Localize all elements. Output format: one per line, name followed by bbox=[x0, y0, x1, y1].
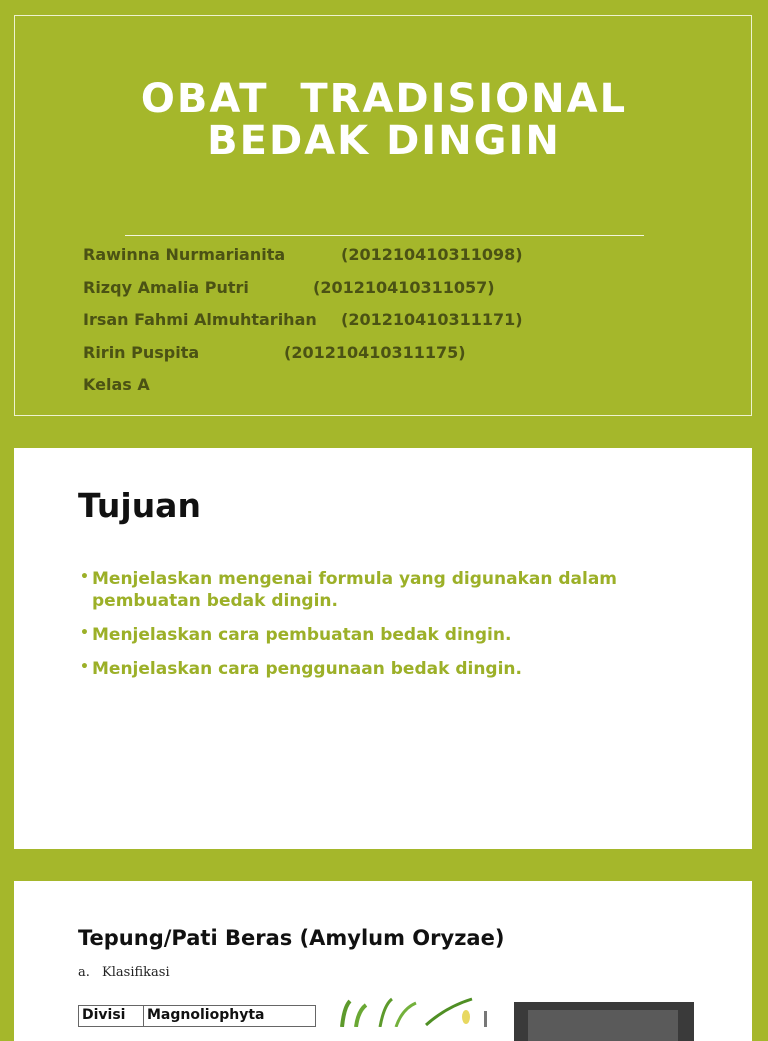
bullet-icon: • bbox=[80, 569, 89, 585]
subheading-marker: a. bbox=[78, 965, 90, 980]
classification-subheading bbox=[78, 965, 170, 980]
objective-item bbox=[80, 658, 720, 680]
objective-item bbox=[80, 624, 720, 646]
photo-detail bbox=[528, 1010, 678, 1041]
objective-item bbox=[80, 568, 720, 612]
rice-starch-photo bbox=[514, 1002, 694, 1041]
table-cell-value: Magnoliophyta bbox=[144, 1006, 316, 1027]
rice-plant-illustration bbox=[336, 997, 496, 1027]
objectives-heading: Tujuan bbox=[78, 486, 201, 525]
objective-text: Menjelaskan cara penggunaan bedak dingin. bbox=[92, 659, 522, 679]
title-line-2: BEDAK DINGIN bbox=[207, 118, 561, 164]
author-list bbox=[83, 244, 523, 407]
author-row bbox=[83, 309, 523, 342]
title-slide bbox=[14, 15, 752, 416]
title-line-1: OBAT TRADISIONAL bbox=[140, 76, 628, 122]
objective-text: Menjelaskan cara pembuatan bedak dingin. bbox=[92, 625, 512, 645]
author-id: (201210410311098) bbox=[341, 245, 523, 264]
author-name: Rawinna Nurmarianita bbox=[83, 245, 286, 264]
author-name: Ririn Puspita bbox=[83, 342, 200, 362]
class-label: Kelas A bbox=[83, 375, 150, 394]
objectives-slide bbox=[14, 448, 752, 849]
author-row bbox=[83, 244, 523, 277]
slide-title bbox=[15, 78, 753, 162]
author-id: (201210410311171) bbox=[341, 310, 523, 329]
table-row bbox=[79, 1006, 316, 1027]
rice-starch-slide bbox=[14, 881, 752, 1041]
objectives-list bbox=[80, 568, 720, 692]
table-cell-label: Divisi bbox=[79, 1006, 144, 1027]
bullet-icon: • bbox=[80, 625, 89, 641]
title-divider bbox=[125, 235, 644, 236]
author-id: (201210410311175) bbox=[284, 342, 466, 362]
author-id: (201210410311057) bbox=[313, 277, 495, 297]
rice-starch-heading: Tepung/Pati Beras (Amylum Oryzae) bbox=[78, 926, 505, 950]
bullet-icon: • bbox=[80, 659, 89, 675]
author-row bbox=[83, 277, 495, 310]
author-row bbox=[83, 342, 466, 375]
objective-text: Menjelaskan mengenai formula yang digunakan dalam pembuatan bedak dingin. bbox=[92, 569, 618, 611]
author-name: Irsan Fahmi Almuhtarihan bbox=[83, 310, 317, 329]
author-name: Rizqy Amalia Putri bbox=[83, 277, 249, 297]
subheading-text: Klasifikasi bbox=[102, 965, 170, 980]
